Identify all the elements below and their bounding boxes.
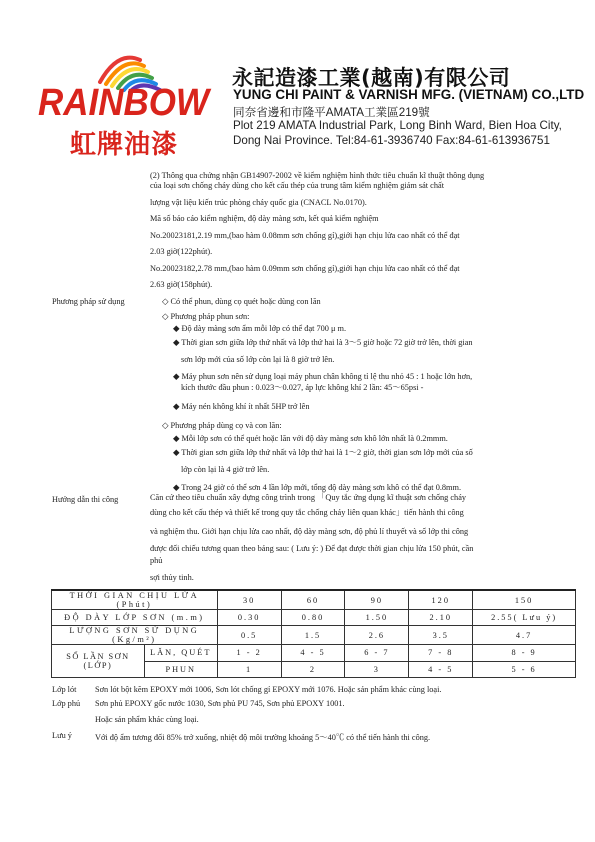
table-row bbox=[52, 610, 576, 626]
guide-line: sợi thủy tinh. bbox=[150, 573, 194, 582]
table-cell: 1 - 2 bbox=[217, 645, 281, 661]
address-english-line2: Dong Nai Province. Tel:84-61-3936740 Fax:84-61-613936751 bbox=[233, 134, 550, 147]
table-row-label: SỐ LẦN SƠN (LỚP) bbox=[52, 645, 145, 678]
topcoat-text: Sơn phủ EPOXY gốc nước 1030, Sơn phủ PU 745, Sơn phủ EPOXY 1001. bbox=[95, 699, 345, 708]
address-chinese: 同奈省邊和市隆平AMATA工業區219號 bbox=[233, 106, 430, 119]
table-cell: 1.50 bbox=[345, 610, 409, 626]
table-cell: 3.5 bbox=[409, 626, 473, 645]
method-line: ◆ Thời gian sơn giữa lớp thứ nhất và lớp thứ hai là 3～5 giờ hoặc 72 giờ trở lên, thời gian bbox=[173, 338, 473, 347]
table-cell: 30 bbox=[217, 590, 281, 610]
table-cell: 60 bbox=[281, 590, 345, 610]
cert-line: No.20023181,2.19 mm,(bao hàm 0.08mm sơn chống gỉ),giới hạn chịu lửa cao nhất có thể đạt bbox=[150, 231, 460, 240]
cert-line: No.20023182,2.78 mm,(bao hàm 0.09mm sơn chống gỉ),giới hạn chịu lửa cao nhất có thể đạt bbox=[150, 264, 460, 273]
table-cell: 120 bbox=[409, 590, 473, 610]
table-cell: 1.5 bbox=[281, 626, 345, 645]
table-row bbox=[52, 626, 576, 645]
table-sub-label: PHUN bbox=[144, 661, 217, 677]
table-cell: 6 - 7 bbox=[345, 645, 409, 661]
method-line: ◆ Máy nén không khí ít nhất 5HP trở lên bbox=[173, 402, 310, 411]
guide-line: và nghiệm thu. Giới hạn chịu lửa cao nhất, độ dày màng sơn, độ phủ lí thuyết và số lớp thi công bbox=[150, 527, 469, 536]
guide-line: Căn cứ theo tiêu chuẩn xây dựng công trình trong 「Quy tắc ứng dụng kĩ thuật sơn chống cháy bbox=[150, 493, 467, 502]
method-line: lớp còn lại là 4 giờ trở lên. bbox=[181, 465, 270, 474]
topcoat-text-2: Hoặc sản phẩm khác cùng loại. bbox=[95, 715, 199, 724]
table-row-label: THỜI GIAN CHỊU LỬA (Phút) bbox=[52, 590, 218, 610]
method-line: ◇ Phương pháp dùng cọ và con lăn: bbox=[162, 421, 282, 430]
table-cell: 2.10 bbox=[409, 610, 473, 626]
company-name-english: YUNG CHI PAINT & VARNISH MFG. (VIETNAM) CO.,LTD bbox=[233, 87, 585, 102]
table-cell: 4 - 5 bbox=[409, 661, 473, 677]
method-line: ◇ Phương pháp phun sơn: bbox=[162, 312, 250, 321]
table-row-label: LƯỢNG SƠN SỬ DỤNG (Kg/m²) bbox=[52, 626, 218, 645]
brand-wordmark: RAINBOW bbox=[38, 82, 209, 124]
method-line: ◆ Thời gian sơn giữa lớp thứ nhất và lớp thứ hai là 1～2 giờ, thời gian sơn lớp mới của số bbox=[173, 448, 473, 457]
fire-resistance-table bbox=[51, 589, 576, 678]
table-cell: 0.5 bbox=[217, 626, 281, 645]
method-line: ◇ Có thể phun, dùng cọ quét hoặc dùng con lăn bbox=[162, 297, 321, 306]
table-cell: 4.7 bbox=[473, 626, 576, 645]
table-cell: 1 bbox=[217, 661, 281, 677]
cert-line: lượng vật liệu kiến trúc phòng cháy quốc gia (CNACL No.0170). bbox=[150, 198, 367, 207]
method-line: ◆ Độ dày màng sơn ẩm mỗi lớp có thể đạt 700 μ m. bbox=[173, 324, 347, 333]
method-label: Phương pháp sử dụng bbox=[52, 297, 125, 306]
table-cell: 7 - 8 bbox=[409, 645, 473, 661]
table-cell: 150 bbox=[473, 590, 576, 610]
table-cell: 90 bbox=[345, 590, 409, 610]
cert-line: 2.63 giờ(158phút). bbox=[150, 280, 213, 289]
method-line: sơn lớp mới của số lớp còn lại là 8 giờ trở lên. bbox=[181, 355, 335, 364]
table-cell: 2 bbox=[281, 661, 345, 677]
method-line: ◆ Máy phun sơn nên sử dụng loại máy phun chân không tỉ lệ thu nhỏ 45 : 1 hoặc lớn hơn, bbox=[173, 372, 473, 381]
table-cell: 0.30 bbox=[217, 610, 281, 626]
table-cell: 5 - 6 bbox=[473, 661, 576, 677]
guide-line: được đối chiếu tương quan theo bảng sau: ( Lưu ý: ) Để đạt được thời gian chịu lửa 150 phút, cần bbox=[150, 544, 474, 553]
guide-line: phủ bbox=[150, 556, 163, 565]
brand-chinese-name: 虹牌油漆 bbox=[70, 130, 179, 160]
cert-line: 2.03 giờ(122phút). bbox=[150, 247, 213, 256]
table-sub-label: LĂN, QUÉT bbox=[144, 645, 217, 661]
table-cell: 2.55( Lưu ý) bbox=[473, 610, 576, 626]
table-cell: 3 bbox=[345, 661, 409, 677]
primer-label: Lớp lót bbox=[52, 685, 77, 694]
company-name-chinese: 永記造漆工業(越南)有限公司 bbox=[232, 66, 511, 90]
table-row bbox=[52, 590, 576, 610]
method-line: ◆ Trong 24 giờ có thể sơn 4 lần lớp mới, tổng độ dày màng sơn khô có thể đạt 0.8mm. bbox=[173, 483, 462, 492]
table-row-label: ĐỘ DÀY LỚP SƠN (m.m) bbox=[52, 610, 218, 626]
cert-line: Mã số báo cáo kiểm nghiệm, độ dày màng sơn, kết quả kiểm nghiệm bbox=[150, 214, 379, 223]
guide-label: Hướng dẫn thi công bbox=[52, 495, 119, 504]
cert-line: (2) Thông qua chứng nhận GB14907-2002 về kiểm nghiệm hình thức tiêu chuẩn kĩ thuật thông dụng bbox=[150, 171, 485, 180]
table-cell: 0.80 bbox=[281, 610, 345, 626]
method-line: kích thước đầu phun : 0.023～0.027, áp lực không khí 2 lần: 45～65psi - bbox=[181, 383, 424, 392]
cert-line: của loại sơn chống cháy dùng cho kết cấu thép của trung tâm kiểm nghiệm giám sát chất bbox=[150, 181, 444, 190]
topcoat-label: Lớp phủ bbox=[52, 699, 81, 708]
table-cell: 2.6 bbox=[345, 626, 409, 645]
address-english-line1: Plot 219 AMATA Industrial Park, Long Binh Ward, Bien Hoa City, bbox=[233, 119, 562, 132]
table-cell: 8 - 9 bbox=[473, 645, 576, 661]
guide-line: dùng cho kết cấu thép và thiết kế trong quy tắc chống cháy liên quan khác」tiến hành thi công bbox=[150, 508, 464, 517]
note-text: Với độ ẩm tương đối 85% trở xuống, nhiệt độ môi trường khoảng 5～40℃ có thể tiến hành thi công. bbox=[95, 733, 431, 742]
method-line: ◆ Mỗi lớp sơn có thể quét hoặc lăn với độ dày màng sơn khô lớn nhất là 0.2mmm. bbox=[173, 434, 448, 443]
note-label: Lưu ý bbox=[52, 731, 72, 740]
primer-text: Sơn lót bột kẽm EPOXY mới 1006, Sơn lót chống gỉ EPOXY mới 1076. Hoặc sản phẩm khác cùng loại. bbox=[95, 685, 442, 694]
table-row bbox=[52, 645, 576, 661]
table-cell: 4 - 5 bbox=[281, 645, 345, 661]
